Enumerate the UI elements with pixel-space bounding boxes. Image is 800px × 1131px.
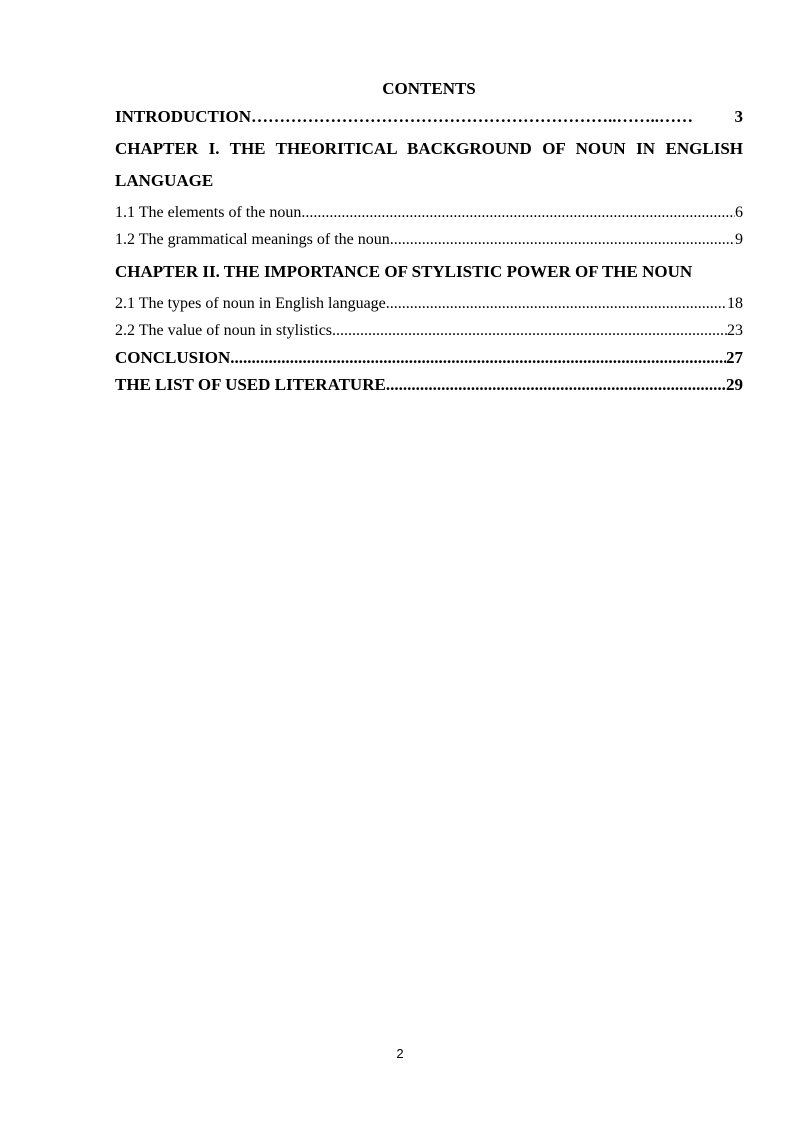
toc-leader: [332, 320, 727, 342]
toc-entry-page: 23: [727, 322, 743, 339]
toc-chapter-1-title: CHAPTER I. THE THEORITICAL BACKGROUND OF NOUN IN ENGLISH LANGUAGE: [115, 139, 743, 190]
toc-leader: [390, 229, 735, 251]
toc-leader: ………………………………………………………..……..……: [251, 107, 694, 126]
toc-entry-page: 6: [735, 204, 743, 221]
toc-entry-introduction: [115, 106, 743, 128]
toc-entry-conclusion: [115, 347, 743, 369]
toc-entry-page: 27: [726, 348, 743, 367]
toc-leader: [301, 202, 735, 224]
toc-entry-page: 3: [734, 107, 743, 126]
table-of-contents: [115, 78, 743, 401]
toc-chapter-2-title: CHAPTER II. THE IMPORTANCE OF STYLISTIC POWER OF THE NOUN: [115, 262, 693, 281]
toc-entry-label: 1.1 The elements of the noun: [115, 204, 302, 221]
toc-entry-label: INTRODUCTION: [115, 107, 252, 126]
toc-entry-page: 29: [726, 375, 743, 394]
toc-entry-label: THE LIST OF USED LITERATURE: [115, 375, 386, 394]
toc-entry-label: CONCLUSION: [115, 348, 231, 367]
toc-entry-page: 18: [727, 295, 743, 312]
page-number: 2: [396, 1046, 404, 1061]
toc-entry-2-2: [115, 320, 743, 342]
toc-entry-label: 1.2 The grammatical meanings of the noun: [115, 231, 390, 248]
contents-heading: CONTENTS: [382, 79, 476, 98]
toc-entry-1-1: [115, 202, 743, 224]
toc-entry-label: 2.2 The value of noun in stylistics: [115, 322, 333, 339]
toc-leader: [230, 347, 726, 369]
toc-entry-2-1: [115, 293, 743, 315]
toc-entry-label: 2.1 The types of noun in English language: [115, 295, 386, 312]
toc-leader: [386, 293, 727, 315]
toc-leader: [386, 374, 726, 396]
toc-entry-page: 9: [735, 231, 743, 248]
toc-entry-literature: [115, 374, 743, 396]
toc-entry-1-2: [115, 229, 743, 251]
